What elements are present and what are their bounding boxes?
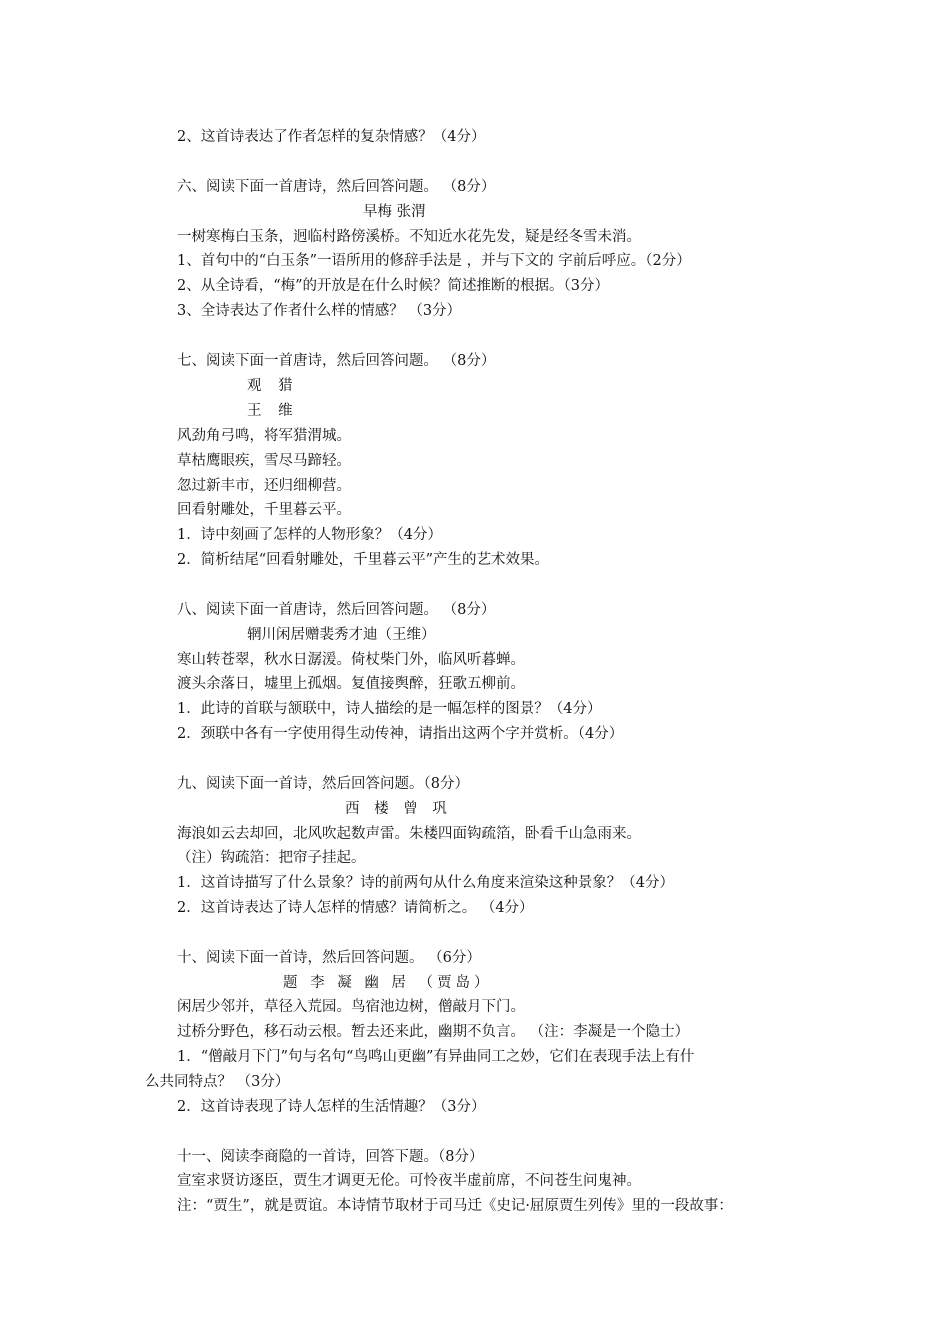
q10-question-1-continued: 么共同特点？ （3分） [145,1074,290,1090]
q7-poem-line-4: 回看射雕处，千里暮云平。 [177,502,351,518]
q7-header: 七、阅读下面一首唐诗，然后回答问题。 （8分） [177,353,496,369]
q7-poem-line-2: 草枯鹰眼疾，雪尽马蹄轻。 [177,453,351,469]
q11-poem-text: 宣室求贤访逐臣，贾生才调更无伦。可怜夜半虚前席，不问苍生问鬼神。 [177,1173,641,1189]
q8-poem-line-1: 寒山转苍翠，秋水日潺湲。倚杖柴门外，临风听暮蝉。 [177,652,525,668]
q8-question-2: 2．颈联中各有一字使用得生动传神，请指出这两个字并赏析。（4分） [177,726,624,742]
q11-header: 十一、阅读李商隐的一首诗，回答下题。（8分） [177,1149,484,1165]
q9-note: （注）钩疏箔：把帘子挂起。 [177,850,366,866]
q8-poem-title: 辋川闲居赠裴秀才迪（王维） [247,627,436,643]
q9-poem-text: 海浪如云去却回，北风吹起数声雷。朱楼四面钩疏箔，卧看千山急雨来。 [177,826,641,842]
q9-question-2: 2．这首诗表达了诗人怎样的情感？请简析之。 （4分） [177,900,534,916]
q9-question-1: 1．这首诗描写了什么景象？诗的前两句从什么角度来渲染这种景象？（4分） [177,875,674,891]
q8-header: 八、阅读下面一首唐诗，然后回答问题。 （8分） [177,602,496,618]
q6-question-2: 2、从全诗看，“梅”的开放是在什么时候？简述推断的根据。（3分） [177,278,610,294]
q7-question-2: 2．简析结尾“回看射雕处，千里暮云平”产生的艺术效果。 [177,552,550,568]
q7-question-1: 1．诗中刻画了怎样的人物形象？（4分） [177,527,442,543]
q7-poem-line-3: 忽过新丰市，还归细柳营。 [177,478,351,494]
q6-poem-title: 早梅 张渭 [363,204,426,220]
q10-poem-line-1: 闲居少邻并，草径入荒园。鸟宿池边树，僧敲月下门。 [177,999,525,1015]
q10-poem-title: 题 李 凝 幽 居 （贾岛） [283,975,493,991]
q10-question-1: 1．“僧敲月下门”句与名句“鸟鸣山更幽”有异曲同工之妙，它们在表现手法上有什 [177,1049,695,1065]
q11-note: 注：“贾生”，就是贾谊。本诗情节取材于司马迁《史记·屈原贾生列传》里的一段故事： [177,1198,733,1214]
q7-poem-author: 王 维 [247,403,299,419]
q6-question-1: 1、首句中的“白玉条”一语所用的修辞手法是 ，并与下文的 字前后呼应。（2分） [177,253,691,269]
q5-question-2: 2、这首诗表达了作者怎样的复杂情感？（4分） [177,129,486,145]
q8-poem-line-2: 渡头余落日，墟里上孤烟。复值接舆醉，狂歌五柳前。 [177,676,525,692]
q8-question-1: 1．此诗的首联与颔联中，诗人描绘的是一幅怎样的图景？（4分） [177,701,602,717]
q6-question-3: 3、全诗表达了作者什么样的情感？ （3分） [177,303,462,319]
q6-poem-text: 一树寒梅白玉条，迥临村路傍溪桥。不知近水花先发，疑是经冬雪未消。 [177,229,641,245]
q10-question-2: 2．这首诗表现了诗人怎样的生活情趣？（3分） [177,1099,486,1115]
q6-header: 六、阅读下面一首唐诗，然后回答问题。 （8分） [177,179,496,195]
q10-poem-line-2: 过桥分野色，移石动云根。暂去还来此，幽期不负言。 （注：李凝是一个隐士） [177,1024,690,1040]
q7-poem-title: 观 猎 [247,378,299,394]
q7-poem-line-1: 风劲角弓鸣，将军猎渭城。 [177,428,351,444]
q9-poem-title: 西 楼 曾 巩 [345,801,452,817]
q10-header: 十、阅读下面一首诗，然后回答问题。 （6分） [177,950,481,966]
q9-header: 九、阅读下面一首诗，然后回答问题。（8分） [177,776,469,792]
